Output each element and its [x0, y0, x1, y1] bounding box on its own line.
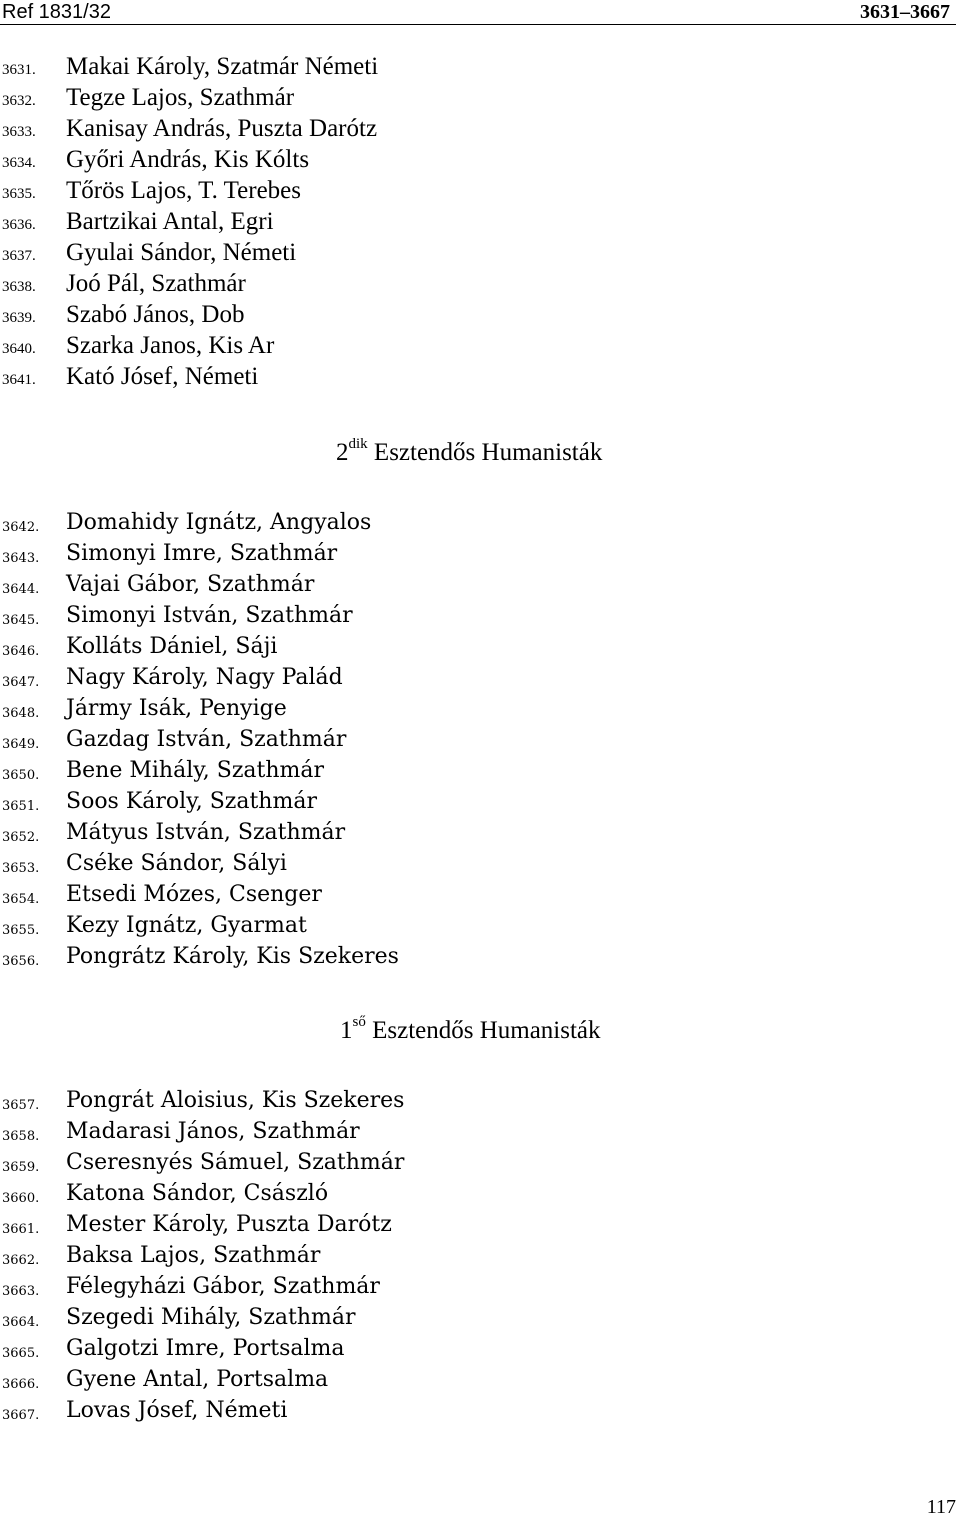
page-header [0, 0, 956, 25]
entry-number: 3635. [2, 186, 36, 202]
entry-name: Tőrös Lajos, T. Terebes [66, 177, 301, 204]
entry-number: 3636. [2, 217, 36, 233]
entry-name: Gyene Antal, Portsalma [66, 1367, 329, 1392]
entry-name: Bene Mihály, Szathmár [66, 758, 325, 783]
entry-name: Bartzikai Antal, Egri [66, 208, 274, 235]
entry-number: 3656. [2, 954, 40, 969]
entry-number: 3664. [2, 1315, 40, 1330]
entry-number: 3647. [2, 675, 40, 690]
entry-number: 3649. [2, 737, 40, 752]
entry-number: 3644. [2, 582, 40, 597]
entry-number: 3645. [2, 613, 40, 628]
entry-number: 3658. [2, 1129, 40, 1144]
section-heading-second-year [336, 436, 602, 467]
entry-name: Etsedi Mózes, Csenger [66, 882, 322, 907]
section-heading-first-year [340, 1014, 601, 1045]
entry-name: Galgotzi Imre, Portsalma [66, 1336, 345, 1361]
entry-number: 3665. [2, 1346, 40, 1361]
entry-number: 3637. [2, 248, 36, 264]
entry-name: Szabó János, Dob [66, 301, 245, 328]
entry-number: 3641. [2, 372, 36, 388]
heading-title: Esztendős Humanisták [372, 1017, 601, 1044]
page-number: 117 [926, 1496, 956, 1518]
entry-number: 3651. [2, 799, 40, 814]
entry-name: Mester Károly, Puszta Darótz [66, 1212, 392, 1237]
entry-number: 3657. [2, 1098, 40, 1113]
entry-name: Joó Pál, Szathmár [66, 270, 246, 297]
entry-number: 3652. [2, 830, 40, 845]
entry-name: Mátyus István, Szathmár [66, 820, 346, 845]
entry-name: Simonyi István, Szathmár [66, 603, 353, 628]
heading-ordinal: 2 [336, 439, 349, 466]
entry-number: 3642. [2, 520, 40, 535]
entry-name: Tegze Lajos, Szathmár [66, 84, 295, 111]
entry-number: 3638. [2, 279, 36, 295]
entry-name: Cséke Sándor, Sályi [66, 851, 287, 876]
entry-number: 3634. [2, 155, 36, 171]
entry-number: 3643. [2, 551, 40, 566]
entry-name: Cseresnyés Sámuel, Szathmár [66, 1150, 405, 1175]
entry-name: Kezy Ignátz, Gyarmat [66, 913, 307, 938]
entry-number: 3667. [2, 1408, 40, 1423]
heading-ordinal-suffix: ső [352, 1014, 366, 1030]
entry-name: Baksa Lajos, Szathmár [66, 1243, 321, 1268]
entry-number: 3654. [2, 892, 40, 907]
entry-name: Jármy Isák, Penyige [66, 696, 287, 721]
entry-name: Pongrátz Károly, Kis Szekeres [66, 944, 399, 969]
entry-number: 3646. [2, 644, 40, 659]
entry-name: Kató Jósef, Németi [66, 363, 259, 390]
heading-ordinal-suffix: dik [348, 436, 368, 452]
heading-ordinal: 1 [340, 1017, 353, 1044]
entry-name: Szarka Janos, Kis Ar [66, 332, 275, 359]
entry-number: 3660. [2, 1191, 40, 1206]
entry-name: Lovas Jósef, Németi [66, 1398, 288, 1423]
heading-title: Esztendős Humanisták [373, 439, 603, 466]
entry-number: 3650. [2, 768, 40, 783]
entry-range: 3631–3667 [860, 1, 950, 23]
entry-name: Szegedi Mihály, Szathmár [66, 1305, 356, 1330]
entry-name: Gazdag István, Szathmár [66, 727, 347, 752]
entry-name: Nagy Károly, Nagy Palád [66, 665, 343, 690]
entry-number: 3639. [2, 310, 36, 326]
entry-number: 3663. [2, 1284, 40, 1299]
entry-number: 3648. [2, 706, 40, 721]
entry-number: 3632. [2, 93, 36, 109]
entry-name: Soos Károly, Szathmár [66, 789, 317, 814]
entry-number: 3655. [2, 923, 40, 938]
entry-number: 3662. [2, 1253, 40, 1268]
entry-number: 3666. [2, 1377, 40, 1392]
entry-name: Kolláts Dániel, Sáji [66, 634, 278, 659]
entry-name: Vajai Gábor, Szathmár [66, 572, 315, 597]
entry-name: Domahidy Ignátz, Angyalos [66, 510, 372, 535]
entry-number: 3640. [2, 341, 36, 357]
entry-number: 3661. [2, 1222, 40, 1237]
reference-label: Ref 1831/32 [2, 1, 111, 23]
entry-name: Kanisay András, Puszta Darótz [66, 115, 378, 142]
entry-number: 3659. [2, 1160, 40, 1175]
entry-name: Győri András, Kis Kólts [66, 146, 310, 173]
entry-name: Félegyházi Gábor, Szathmár [66, 1274, 380, 1299]
entry-number: 3653. [2, 861, 40, 876]
entry-number: 3631. [2, 62, 36, 78]
entry-name: Katona Sándor, Császló [66, 1181, 329, 1206]
entry-name: Simonyi Imre, Szathmár [66, 541, 338, 566]
entry-name: Madarasi János, Szathmár [66, 1119, 360, 1144]
entry-name: Makai Károly, Szatmár Németi [66, 53, 379, 80]
entry-name: Gyulai Sándor, Németi [66, 239, 297, 266]
entry-number: 3633. [2, 124, 36, 140]
entry-name: Pongrát Aloisius, Kis Szekeres [66, 1088, 405, 1113]
